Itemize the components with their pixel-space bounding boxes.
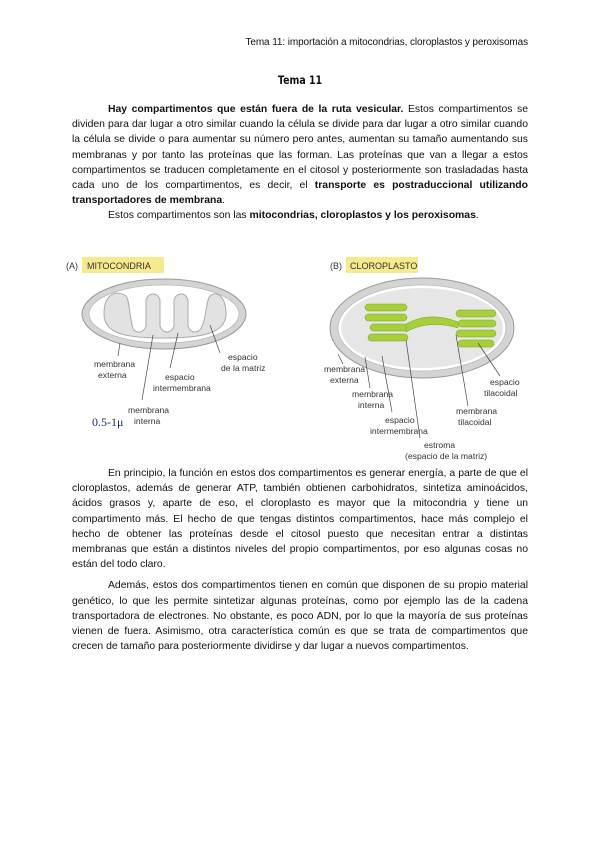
- chloroplast-drawing: [330, 278, 514, 378]
- compartments-text: Estos compartimentos son las: [108, 210, 250, 222]
- running-header: Tema 11: importación a mitocondrias, cloroplastos y peroxisomas: [245, 37, 528, 48]
- panel-a-title: MITOCONDRIA: [87, 261, 151, 271]
- intro-paragraph: [72, 102, 528, 208]
- mito-label-espacio-intermembrana: espacio intermembrana: [153, 372, 211, 393]
- page-title: Tema 11: [277, 73, 323, 87]
- chloro-label-estroma: estroma (espacio de la matriz): [405, 440, 488, 461]
- panel-a-letter: (A): [66, 261, 78, 271]
- mito-label-espacio-matriz: espacio de la matriz: [221, 352, 266, 373]
- compartments-end: .: [475, 210, 479, 222]
- panel-b-letter: (B): [330, 261, 342, 271]
- chloro-label-membrana-tilacoidal: membrana tilacoidal: [456, 406, 498, 427]
- body-section: [72, 466, 528, 654]
- genetic-material-paragraph: Además, estos dos compartimentos tienen en común que disponen de su propio material genético, lo que les permite sintetizar algunas proteínas, como por ejemplo las de la cadena transportadora de electrones. No obstante, es poco ADN, por lo que la mayoría de sus proteínas vienen de fuera. Asimismo, otra característica común es que se trata de compartimentos que crecen de tamaño para posteriormente dividirse y dar lugar a nuevos compartimentos.: [72, 580, 528, 653]
- panel-b-title: CLOROPLASTO: [350, 261, 418, 271]
- chloro-label-membrana-interna: membrana interna: [352, 389, 394, 410]
- function-paragraph: En principio, la función en estos dos compartimentos es generar energía, a parte de que el cloroplastos, además de generar ATP, también obtienen carbohidratos, sintetiza aminoácidos, ácidos grasos y, aparte de eso, el cloroplasto es mayor que la mitocondria y tiene un compartimento más. El hecho de que tengas distintos compartimentos, hace más complejo el hecho de obtener las proteínas desde el citosol puesto que necesitan entrar a distintas membranas que están a distintos niveles del propio compartimentos, por eso algunas cosas no están del todo claro.: [72, 468, 528, 571]
- mito-label-membrana-externa: membrana externa: [94, 359, 136, 380]
- compartments-paragraph: [72, 208, 528, 223]
- organelle-figure: [60, 250, 540, 468]
- chloro-label-membrana-externa: membrana externa: [324, 364, 366, 385]
- compartments-bold: mitocondrias, cloroplastos y los peroxisomas: [249, 210, 476, 222]
- intro-section: [72, 102, 528, 224]
- chloro-label-espacio-intermembrana: espacio intermembrana: [370, 415, 428, 436]
- intro-bold-lead: Hay compartimentos que están fuera de la ruta vesicular.: [108, 104, 404, 115]
- scale-note: 0.5-1μ: [92, 415, 124, 429]
- intro-bold-transport: transporte es postraduccional utilizando transportadores de membrana: [72, 180, 528, 207]
- chloro-label-espacio-tilacoidal: espacio tilacoidal: [484, 377, 520, 398]
- mito-label-membrana-interna: membrana interna: [128, 405, 170, 426]
- intro-text: Estos compartimentos se dividen para dar lugar a otro similar cuando la célula se divide para dar lugar a otro similar cuando la célula se divide o para aumentar su número pero antes, aumentan su tamaño aumentando sus membranas y por tanto las proteínas que las forman. Las proteínas que van a llegar a estos compartimentos se traducen completamente en el citosol y posteriormente son trasladadas hasta cada uno de los compartimentos, es decir, el: [72, 104, 528, 192]
- intro-end: .: [222, 195, 226, 207]
- mitochondrion-drawing: [82, 279, 246, 349]
